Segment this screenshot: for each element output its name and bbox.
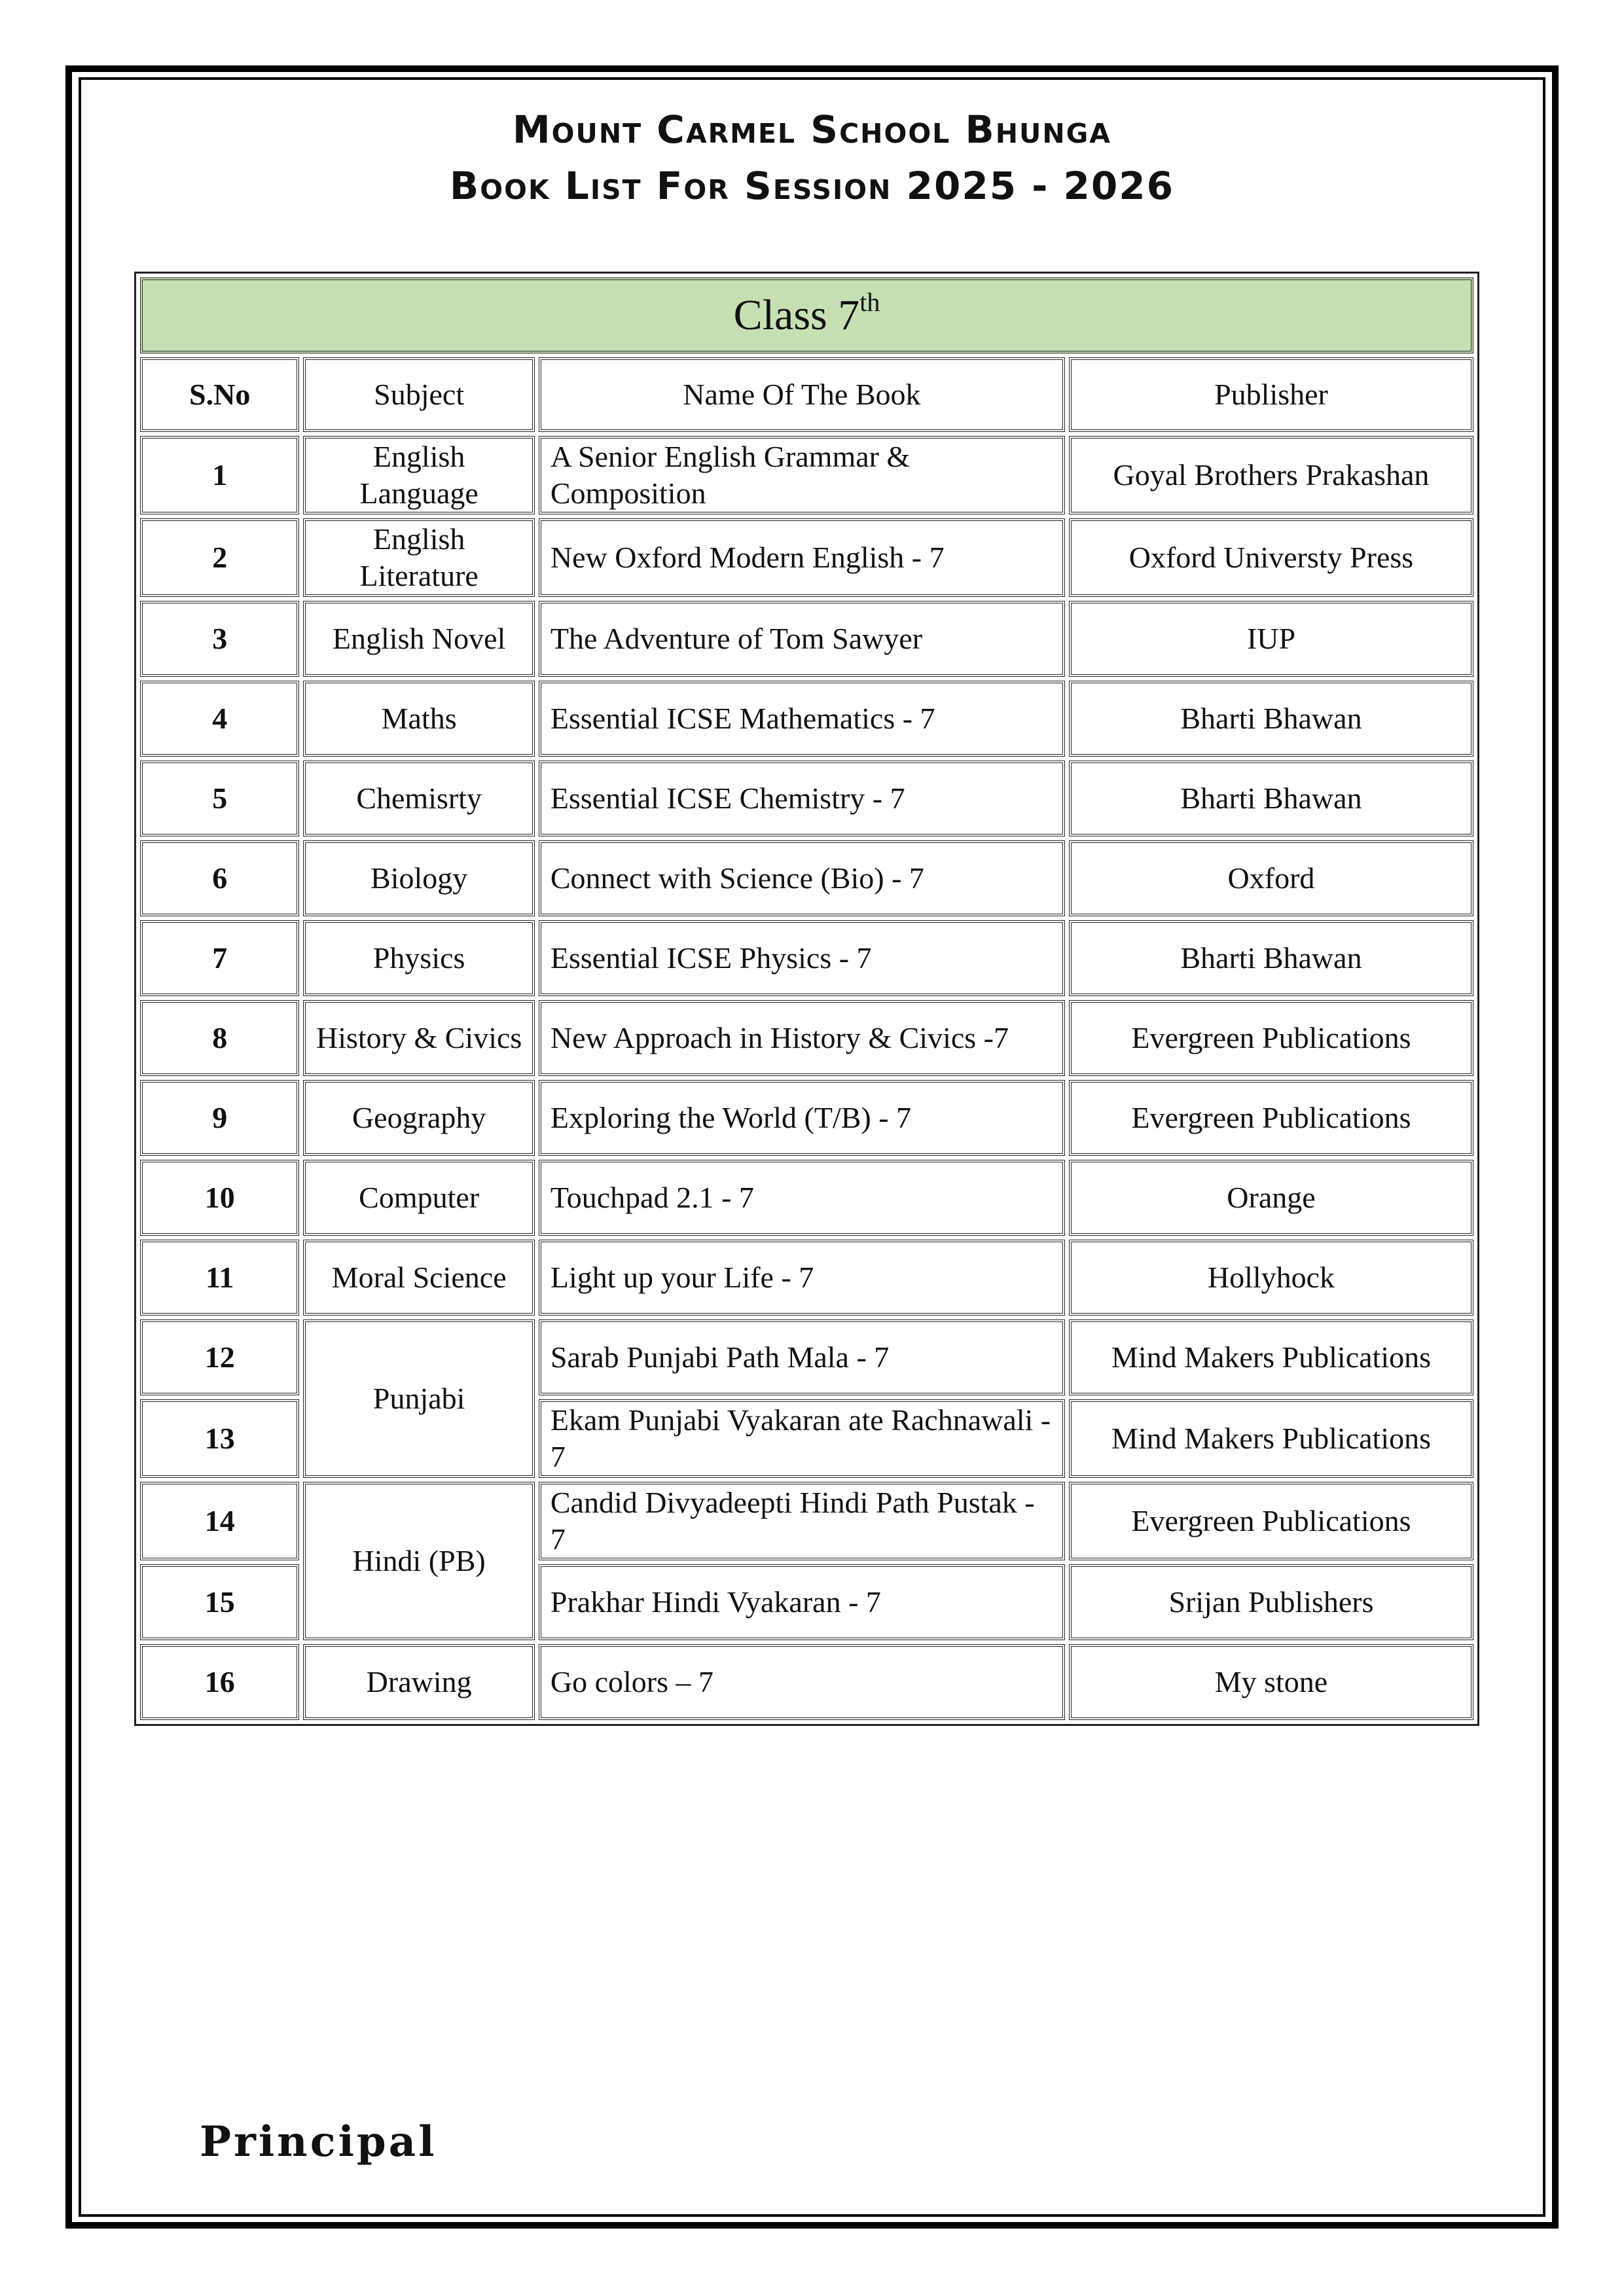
row-book: New Oxford Modern English - 7 (539, 518, 1065, 597)
row-subject: Chemisrty (303, 761, 534, 836)
row-publisher: IUP (1069, 601, 1473, 677)
row-publisher: Evergreen Publications (1069, 1080, 1473, 1156)
row-publisher: Mind Makers Publications (1069, 1399, 1473, 1478)
row-publisher: Evergreen Publications (1069, 1482, 1473, 1560)
table-row (140, 1000, 1473, 1076)
row-subject: Moral Science (303, 1240, 534, 1316)
row-publisher: Bharti Bhawan (1069, 681, 1473, 757)
table-row (140, 601, 1473, 677)
book-list-table (134, 272, 1479, 1726)
row-sno: 10 (140, 1160, 299, 1236)
row-sno: 5 (140, 761, 299, 836)
class-heading (140, 278, 1473, 353)
row-sno: 16 (140, 1644, 299, 1720)
table-row (140, 681, 1473, 757)
row-subject: Drawing (303, 1644, 534, 1720)
row-book: Prakhar Hindi Vyakaran - 7 (539, 1564, 1065, 1640)
table-row (140, 1319, 1473, 1395)
row-sno: 7 (140, 920, 299, 996)
row-sno: 11 (140, 1240, 299, 1316)
row-sno: 3 (140, 601, 299, 677)
row-subject: Physics (303, 920, 534, 996)
row-sno: 4 (140, 681, 299, 757)
session-title: Book List For Session 2025 - 2026 (450, 164, 1174, 208)
class-superscript: th (859, 287, 880, 317)
table-row (140, 1080, 1473, 1156)
table-row (140, 920, 1473, 996)
column-header-book: Name Of The Book (539, 357, 1065, 432)
table-row (140, 1644, 1473, 1720)
row-book: Ekam Punjabi Vyakaran ate Rachnawali - 7 (539, 1399, 1065, 1478)
row-sno: 6 (140, 840, 299, 916)
row-book: Light up your Life - 7 (539, 1240, 1065, 1316)
row-book: Touchpad 2.1 - 7 (539, 1160, 1065, 1236)
row-subject: Punjabi (303, 1319, 534, 1478)
table-row (140, 761, 1473, 836)
row-book: Sarab Punjabi Path Mala - 7 (539, 1319, 1065, 1395)
row-sno: 15 (140, 1564, 299, 1640)
column-header-publisher: Publisher (1069, 357, 1473, 432)
row-publisher: Goyal Brothers Prakashan (1069, 436, 1473, 514)
row-sno: 12 (140, 1319, 299, 1395)
row-book: Connect with Science (Bio) - 7 (539, 840, 1065, 916)
row-publisher: Srijan Publishers (1069, 1564, 1473, 1640)
row-publisher: Mind Makers Publications (1069, 1319, 1473, 1395)
row-subject: Computer (303, 1160, 534, 1236)
row-subject: English Literature (303, 518, 534, 597)
row-book: A Senior English Grammar & Composition (539, 436, 1065, 514)
row-publisher: Oxford (1069, 840, 1473, 916)
table-row (140, 518, 1473, 597)
table-row (140, 436, 1473, 514)
row-publisher: My stone (1069, 1644, 1473, 1720)
table-row (140, 1240, 1473, 1316)
column-header-sno: S.No (140, 357, 299, 432)
row-publisher: Bharti Bhawan (1069, 920, 1473, 996)
column-header-subject: Subject (303, 357, 534, 432)
table-header-row (140, 357, 1473, 432)
row-book: Essential ICSE Chemistry - 7 (539, 761, 1065, 836)
row-book: Exploring the World (T/B) - 7 (539, 1080, 1065, 1156)
table-row (140, 1482, 1473, 1560)
row-sno: 8 (140, 1000, 299, 1076)
row-subject: English Novel (303, 601, 534, 677)
principal-signature-label: Principal (200, 2117, 437, 2166)
row-publisher: Orange (1069, 1160, 1473, 1236)
row-subject: Biology (303, 840, 534, 916)
row-subject: Hindi (PB) (303, 1482, 534, 1640)
row-sno: 9 (140, 1080, 299, 1156)
row-book: Go colors – 7 (539, 1644, 1065, 1720)
row-publisher: Oxford Universty Press (1069, 518, 1473, 597)
row-publisher: Hollyhock (1069, 1240, 1473, 1316)
row-publisher: Bharti Bhawan (1069, 761, 1473, 836)
row-subject: Maths (303, 681, 534, 757)
row-book: Essential ICSE Physics - 7 (539, 920, 1065, 996)
row-subject: Geography (303, 1080, 534, 1156)
table-row (140, 840, 1473, 916)
school-name: Mount Carmel School Bhunga (512, 107, 1112, 152)
row-subject: English Language (303, 436, 534, 514)
row-sno: 14 (140, 1482, 299, 1560)
row-sno: 13 (140, 1399, 299, 1478)
class-label: Class 7 (733, 291, 860, 339)
row-book: Candid Divyadeepti Hindi Path Pustak - 7 (539, 1482, 1065, 1560)
row-sno: 2 (140, 518, 299, 597)
table-row (140, 1160, 1473, 1236)
row-book: The Adventure of Tom Sawyer (539, 601, 1065, 677)
row-book: Essential ICSE Mathematics - 7 (539, 681, 1065, 757)
row-publisher: Evergreen Publications (1069, 1000, 1473, 1076)
row-sno: 1 (140, 436, 299, 514)
row-subject: History & Civics (303, 1000, 534, 1076)
row-book: New Approach in History & Civics -7 (539, 1000, 1065, 1076)
